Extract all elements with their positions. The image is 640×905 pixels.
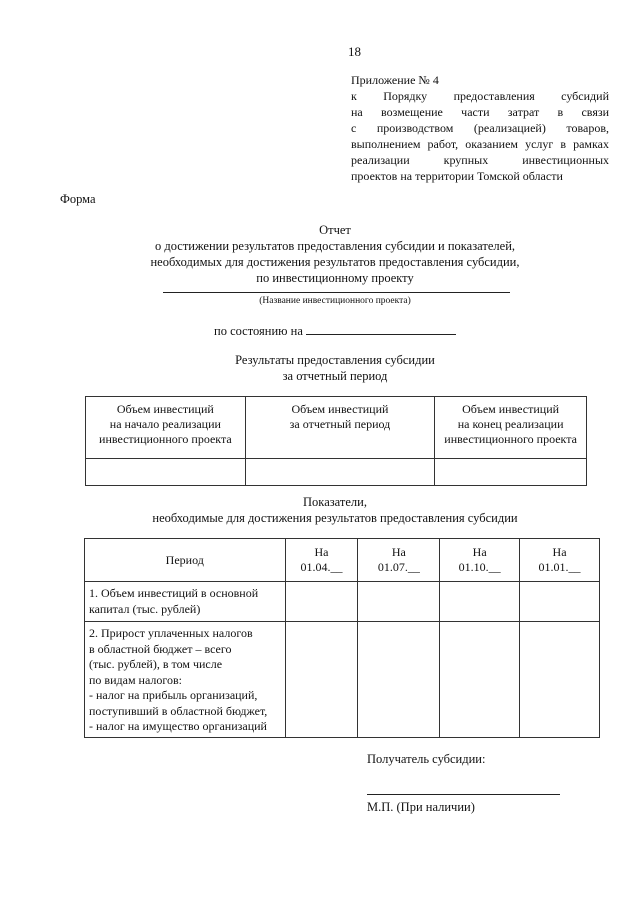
header-line: На [391, 545, 406, 559]
header-line: инвестиционного проекта [444, 432, 577, 446]
header-line: Объем инвестиций [462, 402, 560, 416]
header-line: 01.01.__ [538, 560, 581, 574]
date-header [440, 539, 520, 582]
row-label-line: по видам налогов: [89, 672, 182, 687]
form-label: Форма [60, 192, 96, 206]
appendix-line: выполнением работ, оказанием услуг в рамках [351, 137, 609, 151]
indicators-title-line: Показатели, [303, 495, 367, 509]
report-title [60, 222, 610, 286]
table-row [85, 539, 600, 582]
report-title-line: о достижении результатов предоставления субсидии и показателей, [154, 239, 516, 253]
table-row [85, 582, 600, 622]
table-cell[interactable] [440, 622, 520, 738]
as-of-row [60, 322, 610, 339]
results-title-line: за отчетный период [282, 369, 388, 383]
results-table [85, 396, 587, 486]
header-line: На [552, 545, 567, 559]
table-cell[interactable] [358, 582, 440, 622]
row-label-line: в областной бюджет – всего [89, 641, 232, 656]
as-of-label: по состоянию на [214, 324, 303, 338]
page-number: 18 [348, 44, 361, 59]
appendix-line: к Порядку предоставления субсидий [351, 89, 609, 103]
row-label-line: - налог на имущество организаций [89, 719, 267, 733]
row-label-line: поступивший в областной бюджет, [89, 703, 268, 718]
header-line: на конец реализации [457, 417, 564, 431]
row-label-investments [85, 582, 286, 622]
results-title [60, 352, 610, 384]
table-cell[interactable] [440, 582, 520, 622]
header-line: инвестиционного проекта [99, 432, 232, 446]
table-cell[interactable] [358, 622, 440, 738]
table-cell[interactable] [520, 622, 600, 738]
header-line: Объем инвестиций [116, 402, 214, 416]
header-line: 01.10.__ [458, 560, 501, 574]
period-header: Период [85, 539, 286, 582]
stamp-label: М.П. (При наличии) [367, 800, 475, 814]
date-header [358, 539, 440, 582]
table-row [86, 397, 587, 459]
appendix-line: реализации крупных инвестиционных [351, 153, 609, 167]
report-title-line: по инвестиционному проекту [256, 271, 414, 285]
recipient-label: Получатель субсидии: [367, 752, 486, 766]
row-label-line: - налог на прибыль организаций, [89, 688, 258, 702]
row-label-line: (тыс. рублей), в том числе [89, 657, 223, 671]
report-title-line: необходимых для достижения результатов предоставления субсидии, [150, 255, 520, 269]
table-row [86, 459, 587, 486]
table-cell[interactable] [86, 459, 246, 486]
report-title-line: Отчет [319, 223, 351, 237]
table-row [85, 622, 600, 738]
appendix-header [351, 72, 609, 184]
as-of-date-field[interactable] [306, 322, 456, 335]
appendix-line: на возмещение части затрат в связи [351, 105, 609, 119]
header-line: На [314, 545, 329, 559]
table-cell[interactable] [285, 622, 358, 738]
row-label-line: 1. Объем инвестиций в основной [89, 586, 259, 600]
table-cell[interactable] [285, 582, 358, 622]
header-line: за отчетный период [289, 417, 391, 431]
results-header-start [86, 397, 246, 459]
project-name-caption: (Название инвестиционного проекта) [259, 296, 411, 306]
date-header [285, 539, 358, 582]
header-line: 01.04.__ [300, 560, 343, 574]
row-label-line: капитал (тыс. рублей) [89, 601, 201, 616]
row-label-line: 2. Прирост уплаченных налогов [89, 626, 253, 640]
header-line: на начало реализации [109, 417, 221, 431]
results-header-period [245, 397, 435, 459]
results-title-line: Результаты предоставления субсидии [235, 353, 435, 367]
results-header-end [435, 397, 587, 459]
indicators-title-line: необходимые для достижения результатов предоставления субсидии [152, 511, 518, 525]
appendix-line: проектов на территории Томской области [351, 169, 563, 183]
signature-field[interactable] [367, 794, 560, 795]
indicators-table [84, 538, 600, 738]
header-line: На [472, 545, 487, 559]
table-cell[interactable] [245, 459, 435, 486]
appendix-line: Приложение № 4 [351, 73, 439, 87]
appendix-line: с производством (реализацией) товаров, [351, 121, 609, 135]
table-cell[interactable] [435, 459, 587, 486]
project-name-field[interactable] [163, 292, 510, 293]
header-line: 01.07.__ [377, 560, 420, 574]
table-cell[interactable] [520, 582, 600, 622]
row-label-taxes [85, 622, 286, 738]
date-header [520, 539, 600, 582]
indicators-title [60, 494, 610, 526]
header-line: Объем инвестиций [291, 402, 389, 416]
